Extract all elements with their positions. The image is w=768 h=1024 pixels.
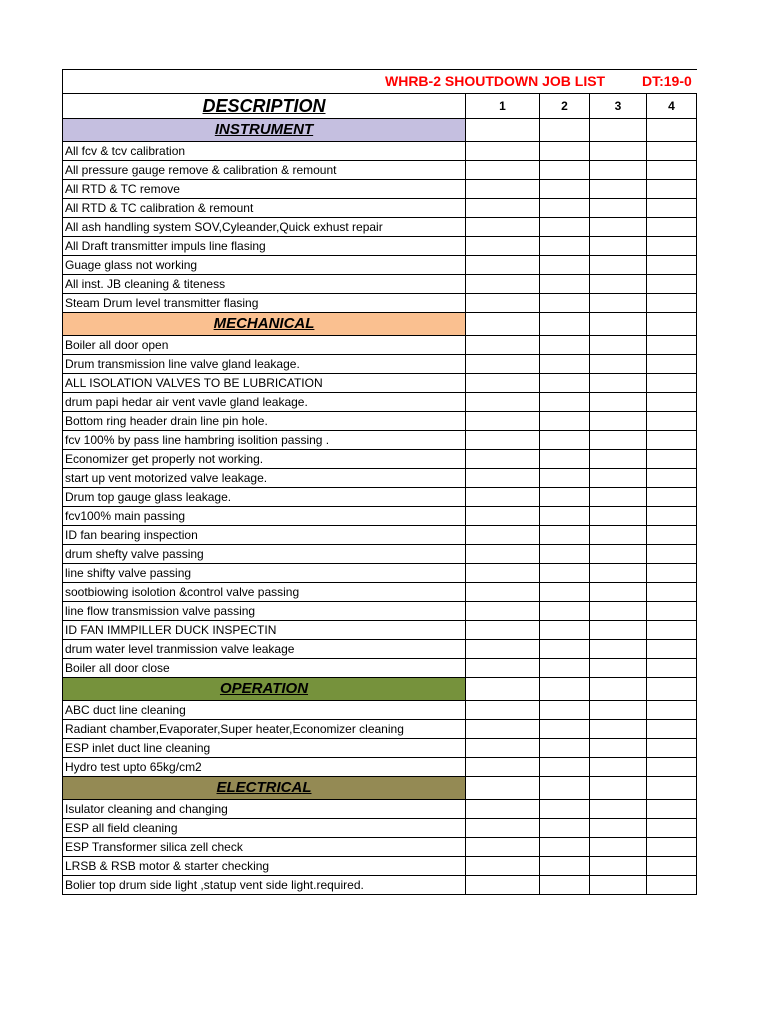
status-cell[interactable] [540, 602, 590, 621]
table-row [63, 758, 697, 777]
job-description: Isulator cleaning and changing [63, 800, 466, 819]
status-cell[interactable] [647, 602, 697, 621]
job-description: All inst. JB cleaning & titeness [63, 275, 466, 294]
status-cell[interactable] [466, 256, 540, 275]
status-cell[interactable] [647, 450, 697, 469]
status-cell[interactable] [466, 119, 540, 142]
job-description: Drum top gauge glass leakage. [63, 488, 466, 507]
status-cell[interactable] [466, 526, 540, 545]
status-cell[interactable] [590, 256, 647, 275]
table-row [63, 469, 697, 488]
status-cell[interactable] [540, 119, 590, 142]
table-row [63, 161, 697, 180]
status-cell[interactable] [540, 336, 590, 355]
status-cell[interactable] [466, 313, 540, 336]
table-row [63, 199, 697, 218]
table-row [63, 412, 697, 431]
table-row [63, 507, 697, 526]
table-row [63, 450, 697, 469]
status-cell[interactable] [540, 199, 590, 218]
status-cell[interactable] [466, 275, 540, 294]
status-cell[interactable] [466, 777, 540, 800]
status-cell[interactable] [647, 800, 697, 819]
status-cell[interactable] [466, 545, 540, 564]
status-cell[interactable] [647, 275, 697, 294]
status-cell[interactable] [590, 602, 647, 621]
job-description: drum shefty valve passing [63, 545, 466, 564]
status-cell[interactable] [466, 412, 540, 431]
status-cell[interactable] [647, 393, 697, 412]
status-cell[interactable] [647, 237, 697, 256]
status-cell[interactable] [590, 488, 647, 507]
table-row [63, 256, 697, 275]
status-cell[interactable] [590, 294, 647, 313]
job-description: All ash handling system SOV,Cyleander,Quick exhust repair [63, 218, 466, 237]
status-cell[interactable] [466, 720, 540, 739]
status-cell[interactable] [590, 857, 647, 876]
status-cell[interactable] [590, 336, 647, 355]
table-row [63, 275, 697, 294]
status-cell[interactable] [540, 758, 590, 777]
status-cell[interactable] [590, 161, 647, 180]
status-cell[interactable] [647, 142, 697, 161]
status-cell[interactable] [647, 621, 697, 640]
status-cell[interactable] [466, 199, 540, 218]
status-cell[interactable] [590, 507, 647, 526]
job-description: ESP all field cleaning [63, 819, 466, 838]
status-cell[interactable] [647, 488, 697, 507]
table-row [63, 526, 697, 545]
job-description: All pressure gauge remove & calibration & remount [63, 161, 466, 180]
title-cell [63, 70, 697, 94]
status-cell[interactable] [590, 275, 647, 294]
status-cell[interactable] [540, 800, 590, 819]
job-description: Economizer get properly not working. [63, 450, 466, 469]
column-header-1: 1 [466, 94, 540, 119]
table-row [63, 545, 697, 564]
table-row [63, 876, 697, 895]
status-cell[interactable] [590, 819, 647, 838]
job-description: Steam Drum level transmitter flasing [63, 294, 466, 313]
status-cell[interactable] [466, 838, 540, 857]
status-cell[interactable] [647, 640, 697, 659]
status-cell[interactable] [590, 678, 647, 701]
job-description: All RTD & TC remove [63, 180, 466, 199]
job-description: ESP inlet duct line cleaning [63, 739, 466, 758]
status-cell[interactable] [466, 659, 540, 678]
section-row-mechanical [63, 313, 697, 336]
status-cell[interactable] [466, 602, 540, 621]
job-description: sootbiowing isolotion &control valve passing [63, 583, 466, 602]
status-cell[interactable] [590, 800, 647, 819]
table-row [63, 857, 697, 876]
status-cell[interactable] [590, 777, 647, 800]
status-cell[interactable] [647, 876, 697, 895]
status-cell[interactable] [590, 412, 647, 431]
status-cell[interactable] [647, 777, 697, 800]
status-cell[interactable] [647, 218, 697, 237]
status-cell[interactable] [466, 450, 540, 469]
column-header-2: 2 [540, 94, 590, 119]
status-cell[interactable] [540, 142, 590, 161]
job-description: Hydro test upto 65kg/cm2 [63, 758, 466, 777]
status-cell[interactable] [540, 701, 590, 720]
job-description: All fcv & tcv calibration [63, 142, 466, 161]
status-cell[interactable] [647, 857, 697, 876]
table-row [63, 180, 697, 199]
job-description: ALL ISOLATION VALVES TO BE LUBRICATION [63, 374, 466, 393]
status-cell[interactable] [647, 336, 697, 355]
status-cell[interactable] [466, 237, 540, 256]
status-cell[interactable] [647, 659, 697, 678]
section-row-electrical [63, 777, 697, 800]
status-cell[interactable] [540, 621, 590, 640]
table-row [63, 583, 697, 602]
table-row [63, 294, 697, 313]
status-cell[interactable] [540, 450, 590, 469]
status-cell[interactable] [466, 374, 540, 393]
status-cell[interactable] [590, 876, 647, 895]
table-row [63, 621, 697, 640]
status-cell[interactable] [590, 374, 647, 393]
job-description: Boiler all door open [63, 336, 466, 355]
description-header: DESCRIPTION [63, 94, 466, 119]
job-list-sheet [62, 69, 697, 895]
status-cell[interactable] [466, 701, 540, 720]
status-cell[interactable] [466, 800, 540, 819]
status-cell[interactable] [590, 355, 647, 374]
table-row [63, 800, 697, 819]
status-cell[interactable] [647, 701, 697, 720]
status-cell[interactable] [466, 876, 540, 895]
status-cell[interactable] [590, 545, 647, 564]
status-cell[interactable] [540, 777, 590, 800]
job-description: line flow transmission valve passing [63, 602, 466, 621]
status-cell[interactable] [540, 583, 590, 602]
table-row [63, 819, 697, 838]
table-row [63, 393, 697, 412]
job-list-table [62, 69, 697, 895]
job-description: ESP Transformer silica zell check [63, 838, 466, 857]
section-header-operation: OPERATION [63, 678, 466, 701]
status-cell[interactable] [590, 469, 647, 488]
status-cell[interactable] [466, 857, 540, 876]
status-cell[interactable] [540, 819, 590, 838]
status-cell[interactable] [540, 256, 590, 275]
status-cell[interactable] [647, 838, 697, 857]
status-cell[interactable] [540, 545, 590, 564]
table-row [63, 640, 697, 659]
table-row [63, 564, 697, 583]
status-cell[interactable] [647, 720, 697, 739]
status-cell[interactable] [466, 564, 540, 583]
section-row-instrument [63, 119, 697, 142]
status-cell[interactable] [590, 431, 647, 450]
status-cell[interactable] [590, 119, 647, 142]
job-description: start up vent motorized valve leakage. [63, 469, 466, 488]
status-cell[interactable] [590, 180, 647, 199]
status-cell[interactable] [590, 218, 647, 237]
sheet-date: DT:19-0 [642, 72, 692, 89]
status-cell[interactable] [647, 545, 697, 564]
status-cell[interactable] [590, 237, 647, 256]
status-cell[interactable] [540, 659, 590, 678]
status-cell[interactable] [590, 583, 647, 602]
status-cell[interactable] [647, 355, 697, 374]
status-cell[interactable] [590, 720, 647, 739]
status-cell[interactable] [590, 450, 647, 469]
status-cell[interactable] [647, 294, 697, 313]
job-description: fcv 100% by pass line hambring isolition passing . [63, 431, 466, 450]
section-header-electrical: ELECTRICAL [63, 777, 466, 800]
status-cell[interactable] [540, 678, 590, 701]
status-cell[interactable] [590, 739, 647, 758]
status-cell[interactable] [466, 161, 540, 180]
status-cell[interactable] [647, 678, 697, 701]
status-cell[interactable] [647, 180, 697, 199]
status-cell[interactable] [466, 469, 540, 488]
status-cell[interactable] [590, 313, 647, 336]
status-cell[interactable] [540, 876, 590, 895]
status-cell[interactable] [466, 431, 540, 450]
status-cell[interactable] [647, 583, 697, 602]
status-cell[interactable] [466, 142, 540, 161]
status-cell[interactable] [590, 758, 647, 777]
status-cell[interactable] [540, 355, 590, 374]
status-cell[interactable] [540, 294, 590, 313]
table-row [63, 659, 697, 678]
status-cell[interactable] [540, 180, 590, 199]
column-header-4: 4 [647, 94, 697, 119]
job-description: ID fan bearing inspection [63, 526, 466, 545]
status-cell[interactable] [647, 412, 697, 431]
status-cell[interactable] [540, 237, 590, 256]
status-cell[interactable] [466, 819, 540, 838]
job-description: All RTD & TC calibration & remount [63, 199, 466, 218]
status-cell[interactable] [647, 119, 697, 142]
status-cell[interactable] [590, 838, 647, 857]
job-description: Drum transmission line valve gland leakage. [63, 355, 466, 374]
status-cell[interactable] [466, 758, 540, 777]
status-cell[interactable] [647, 256, 697, 275]
status-cell[interactable] [647, 374, 697, 393]
status-cell[interactable] [540, 564, 590, 583]
status-cell[interactable] [540, 488, 590, 507]
job-description: drum water level tranmission valve leakage [63, 640, 466, 659]
status-cell[interactable] [647, 564, 697, 583]
status-cell[interactable] [540, 218, 590, 237]
job-description: Boiler all door close [63, 659, 466, 678]
table-row [63, 602, 697, 621]
job-description: LRSB & RSB motor & starter checking [63, 857, 466, 876]
status-cell[interactable] [540, 313, 590, 336]
section-row-operation [63, 678, 697, 701]
job-description: Bolier top drum side light ,statup vent side light.required. [63, 876, 466, 895]
table-row [63, 142, 697, 161]
table-row [63, 237, 697, 256]
status-cell[interactable] [540, 431, 590, 450]
status-cell[interactable] [466, 739, 540, 758]
status-cell[interactable] [590, 621, 647, 640]
status-cell[interactable] [590, 564, 647, 583]
job-description: Guage glass not working [63, 256, 466, 275]
status-cell[interactable] [590, 199, 647, 218]
status-cell[interactable] [540, 526, 590, 545]
status-cell[interactable] [647, 431, 697, 450]
status-cell[interactable] [466, 488, 540, 507]
status-cell[interactable] [590, 142, 647, 161]
status-cell[interactable] [647, 819, 697, 838]
job-description: fcv100% main passing [63, 507, 466, 526]
sheet-title: WHRB-2 SHOUTDOWN JOB LIST [385, 72, 606, 89]
header-row [63, 94, 697, 119]
section-header-instrument: INSTRUMENT [63, 119, 466, 142]
status-cell[interactable] [466, 180, 540, 199]
table-row [63, 355, 697, 374]
status-cell[interactable] [647, 739, 697, 758]
table-row [63, 739, 697, 758]
table-row [63, 720, 697, 739]
column-header-3: 3 [590, 94, 647, 119]
status-cell[interactable] [466, 583, 540, 602]
status-cell[interactable] [540, 739, 590, 758]
table-row [63, 838, 697, 857]
job-description: ABC duct line cleaning [63, 701, 466, 720]
status-cell[interactable] [540, 161, 590, 180]
status-cell[interactable] [647, 526, 697, 545]
job-description: Radiant chamber,Evaporater,Super heater,Economizer cleaning [63, 720, 466, 739]
status-cell[interactable] [647, 313, 697, 336]
status-cell[interactable] [590, 393, 647, 412]
status-cell[interactable] [540, 838, 590, 857]
table-row [63, 218, 697, 237]
section-header-mechanical: MECHANICAL [63, 313, 466, 336]
table-row [63, 488, 697, 507]
table-row [63, 336, 697, 355]
table-row [63, 374, 697, 393]
status-cell[interactable] [540, 720, 590, 739]
table-row [63, 431, 697, 450]
status-cell[interactable] [540, 507, 590, 526]
job-description: All Draft transmitter impuls line flasing [63, 237, 466, 256]
status-cell[interactable] [540, 275, 590, 294]
status-cell[interactable] [647, 199, 697, 218]
status-cell[interactable] [466, 393, 540, 412]
table-row [63, 701, 697, 720]
job-description: drum papi hedar air vent vavle gland leakage. [63, 393, 466, 412]
status-cell[interactable] [466, 355, 540, 374]
status-cell[interactable] [647, 161, 697, 180]
job-description: Bottom ring header drain line pin hole. [63, 412, 466, 431]
status-cell[interactable] [647, 469, 697, 488]
status-cell[interactable] [590, 701, 647, 720]
status-cell[interactable] [466, 336, 540, 355]
status-cell[interactable] [466, 640, 540, 659]
status-cell[interactable] [466, 218, 540, 237]
job-description: ID FAN IMMPILLER DUCK INSPECTIN [63, 621, 466, 640]
title-row [63, 70, 697, 94]
status-cell[interactable] [540, 374, 590, 393]
status-cell[interactable] [466, 507, 540, 526]
status-cell[interactable] [466, 621, 540, 640]
status-cell[interactable] [466, 294, 540, 313]
status-cell[interactable] [540, 393, 590, 412]
status-cell[interactable] [590, 640, 647, 659]
job-description: line shifty valve passing [63, 564, 466, 583]
status-cell[interactable] [590, 659, 647, 678]
status-cell[interactable] [540, 412, 590, 431]
status-cell[interactable] [540, 469, 590, 488]
status-cell[interactable] [647, 758, 697, 777]
status-cell[interactable] [647, 507, 697, 526]
status-cell[interactable] [540, 857, 590, 876]
status-cell[interactable] [590, 526, 647, 545]
status-cell[interactable] [466, 678, 540, 701]
status-cell[interactable] [540, 640, 590, 659]
